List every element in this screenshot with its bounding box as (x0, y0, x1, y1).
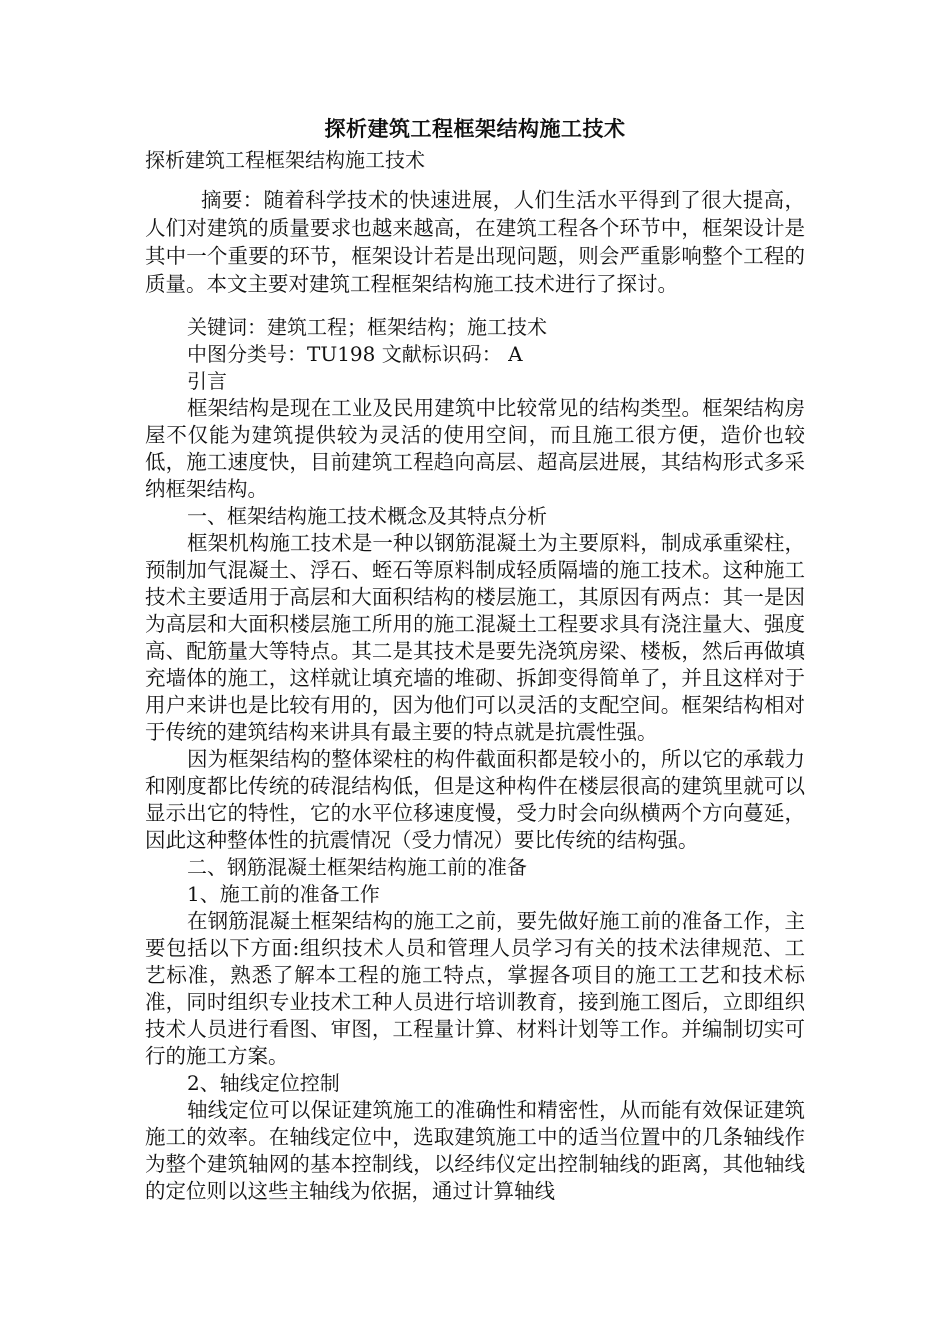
section-1-paragraph-2: 因为框架结构的整体梁柱的构件截面积都是较小的，所以它的承载力和刚度都比传统的砖混结构低，但是这种构件在楼层很高的建筑里就可以显示出它的特性，它的水平位移速度慢，受力时会向纵横两个方向蔓延，因此这种整体性的抗震情况（受力情况）要比传统的结构强。 (145, 747, 805, 852)
document-page (145, 116, 805, 1205)
classification-line: 中图分类号：TU198 文献标识码： A (187, 342, 523, 366)
section-2-subheading-1: 1、施工前的准备工作 (187, 882, 380, 906)
section-2-heading: 二、钢筋混凝土框架结构施工前的准备 (187, 855, 527, 879)
document-subtitle: 探析建筑工程框架结构施工技术 (145, 148, 425, 172)
section-2-subheading-2: 2、轴线定位控制 (187, 1071, 340, 1095)
section-1-heading: 一、框架结构施工技术概念及其特点分析 (187, 504, 547, 528)
intro-heading: 引言 (187, 369, 227, 393)
spacer (145, 298, 805, 314)
keywords-line: 关键词：建筑工程；框架结构；施工技术 (187, 315, 547, 339)
section-1-paragraph-1: 框架机构施工技术是一种以钢筋混凝土为主要原料，制成承重梁柱，预制加气混凝土、浮石、蛭石等原料制成轻质隔墙的施工技术。这种施工技术主要适用于高层和大面积结构的楼层施工，其原因有两点：其一是因为高层和大面积楼层施工所用的施工混凝土工程要求具有浇注量大、强度高、配筋量大等特点。其二是其技术是要先浇筑房梁、楼板，然后再做填充墙体的施工，这样就让填充墙的堆砌、拆卸变得简单了，并且这样对于用户来讲也是比较有用的，因为他们可以灵活的支配空间。框架结构相对于传统的建筑结构来讲具有最主要的特点就是抗震性强。 (145, 531, 805, 744)
intro-paragraph: 框架结构是现在工业及民用建筑中比较常见的结构类型。框架结构房屋不仅能为建筑提供较为灵活的使用空间，而且施工很方便，造价也较低，施工速度快，目前建筑工程趋向高层、超高层进展，其结构形式多采纳框架结构。 (145, 396, 805, 501)
abstract-paragraph: 摘要：随着科学技术的快速进展，人们生活水平得到了很大提高，人们对建筑的质量要求也越来越高，在建筑工程各个环节中，框架设计是其中一个重要的环节，框架设计若是出现问题，则会严重影响整个工程的质量。本文主要对建筑工程框架结构施工技术进行了探讨。 (145, 188, 805, 296)
document-title: 探析建筑工程框架结构施工技术 (324, 116, 626, 141)
section-2-paragraph-2: 轴线定位可以保证建筑施工的准确性和精密性，从而能有效保证建筑施工的效率。在轴线定位中，选取建筑施工中的适当位置中的几条轴线作为整个建筑轴网的基本控制线，以经纬仪定出控制轴线的距离，其他轴线的定位则以这些主轴线为依据，通过计算轴线 (145, 1098, 805, 1203)
section-2-paragraph-1: 在钢筋混凝土框架结构的施工之前，要先做好施工前的准备工作，主要包括以下方面:组织技术人员和管理人员学习有关的技术法律规范、工艺标准，熟悉了解本工程的施工特点，掌握各项目的施工工艺和技术标准，同时组织专业技术工种人员进行培训教育，接到施工图后，立即组织技术人员进行看图、审图，工程量计算、材料计划等工作。并编制切实可行的施工方案。 (145, 909, 805, 1068)
